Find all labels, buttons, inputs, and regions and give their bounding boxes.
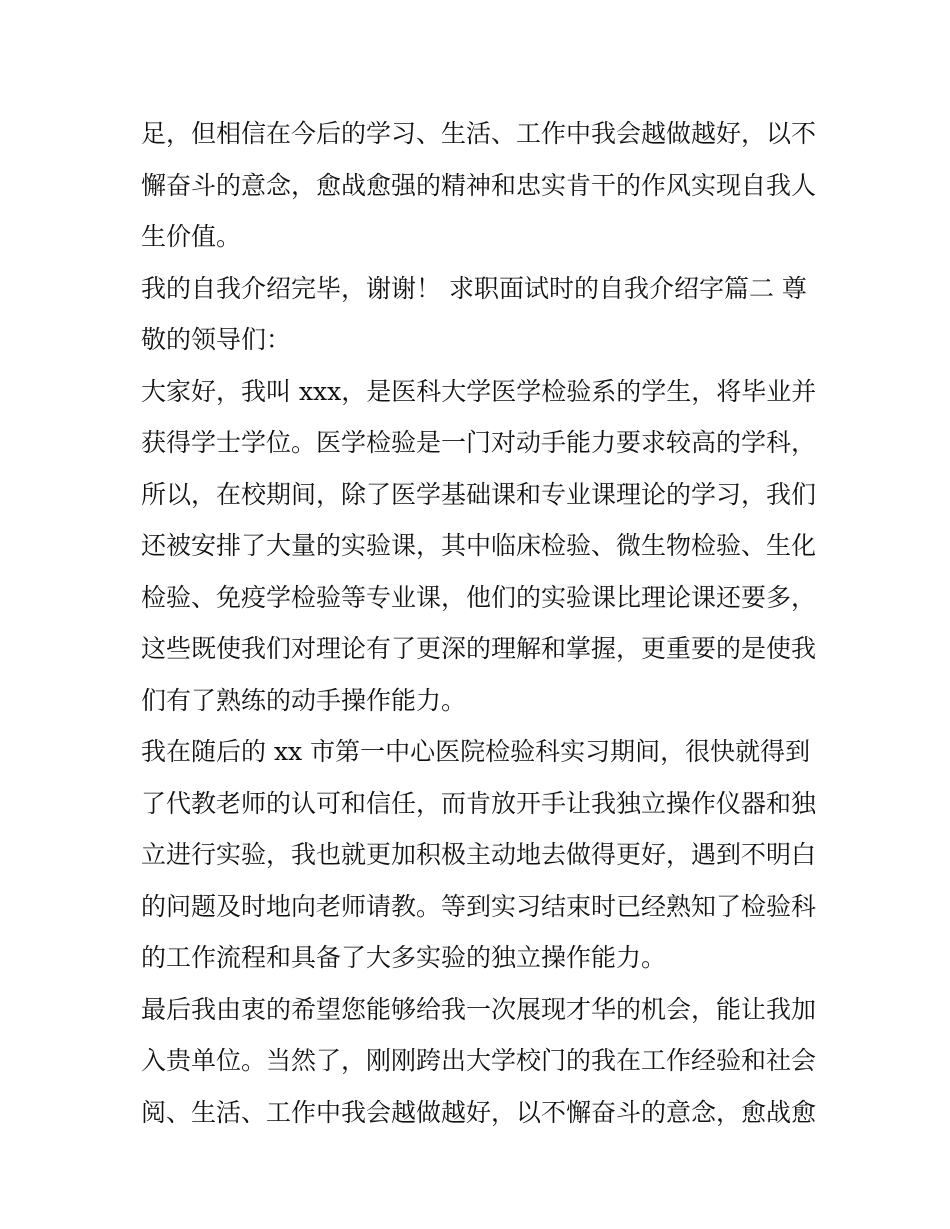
text-line: 最后我由衷的希望您能够给我一次展现才华的机会，能让我加 <box>141 994 817 1024</box>
text-line: 了代教老师的认可和信任，而肯放开手让我独立操作仪器和独 <box>141 788 817 818</box>
text-line: 敬的领导们： <box>141 325 292 354</box>
text-line: 足，但相信在今后的学习、生活、工作中我会越做越好，以不 <box>141 119 817 148</box>
text-line: 生价值。 <box>141 222 242 251</box>
text-line: 懈奋斗的意念，愈战愈强的精神和忠实肯干的作风实现自我人 <box>141 170 817 200</box>
paragraph-5 <box>141 984 816 1139</box>
text-line: 检验、免疫学检验等专业课，他们的实验课比理论课还要多， <box>141 582 817 612</box>
text-line: 获得学士学位。医学检验是一门对动手能力要求较高的学科， <box>141 428 817 457</box>
text-line: 的工作流程和具备了大多实验的独立操作能力。 <box>141 943 667 972</box>
text-line: 阅、生活、工作中我会越做越好，以不懈奋斗的意念，愈战愈 <box>141 1097 817 1127</box>
document-body <box>141 108 816 1138</box>
text-line: 们有了熟练的动手操作能力。 <box>141 685 467 715</box>
text-line: 这些既使我们对理论有了更深的理解和掌握，更重要的是使我 <box>141 634 817 663</box>
paragraph-3 <box>141 366 816 727</box>
text-line: 大家好，我叫 xxx，是医科大学医学检验系的学生，将毕业并 <box>141 376 817 406</box>
text-line: 我的自我介绍完毕，谢谢！ 求职面试时的自我介绍字篇二 尊 <box>141 273 807 303</box>
paragraph-1 <box>141 108 816 263</box>
paragraph-2 <box>141 263 816 366</box>
text-line: 入贵单位。当然了，刚刚跨出大学校门的我在工作经验和社会 <box>141 1046 817 1075</box>
paragraph-4 <box>141 726 816 984</box>
text-line: 所以，在校期间，除了医学基础课和专业课理论的学习，我们 <box>141 479 817 509</box>
text-line: 的问题及时地向老师请教。等到实习结束时已经熟知了检验科 <box>141 891 817 921</box>
text-line: 立进行实验，我也就更加积极主动地去做得更好，遇到不明白 <box>141 840 817 869</box>
text-line: 还被安排了大量的实验课，其中临床检验、微生物检验、生化 <box>141 531 817 560</box>
text-line: 我在随后的 xx 市第一中心医院检验科实习期间，很快就得到 <box>141 737 811 766</box>
